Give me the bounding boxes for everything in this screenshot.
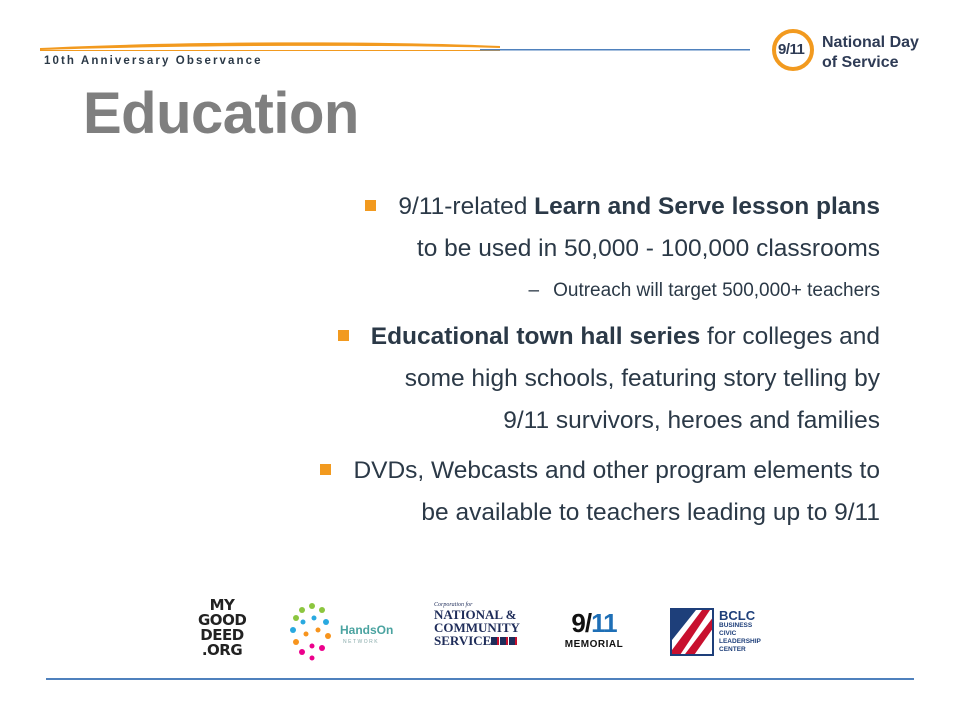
- cncs-text: NATIONAL &: [434, 607, 517, 622]
- cncs-top-text: Corporation for: [434, 602, 473, 608]
- bullet-list: [160, 186, 880, 534]
- bclc-flag-icon: [670, 608, 714, 656]
- memorial-number-accent: 11: [591, 608, 617, 638]
- logo-text: .ORG: [201, 641, 243, 659]
- anniversary-subtitle: 10th Anniversary Observance: [44, 55, 263, 67]
- logo-text: GOOD: [198, 611, 247, 629]
- bclc-subtitle: [719, 622, 761, 654]
- cncs-logo: [434, 598, 524, 666]
- page-title: Education: [83, 81, 359, 146]
- cncs-text: COMMUNITY: [434, 620, 520, 635]
- bullet-item-town-hall: [160, 316, 880, 442]
- bullet-item-lesson-plans: [160, 186, 880, 270]
- dash-marker: –: [528, 280, 540, 301]
- bclc-sub-line: BUSINESS: [719, 622, 753, 629]
- bullet-item-dvds: [160, 450, 880, 534]
- logo-text-line2: of Service: [822, 54, 899, 71]
- handson-network-text: NETWORK: [343, 639, 380, 645]
- logo-text: DEED: [200, 626, 244, 644]
- 911-memorial-logo: [554, 598, 634, 666]
- bullet-square-icon: [338, 330, 349, 341]
- mygooddeed-logo: [198, 598, 246, 666]
- bullet-text: to be used in 50,000 - 100,000 classrooms: [416, 235, 880, 262]
- bclc-sub-line: LEADERSHIP: [719, 638, 761, 645]
- memorial-number: 9/: [571, 608, 592, 638]
- bullet-text: DVDs, Webcasts and other program elements to: [353, 457, 880, 484]
- handson-text: HandsOn: [340, 623, 394, 637]
- bclc-title: BCLC: [719, 608, 756, 623]
- footer-rule: [46, 678, 914, 680]
- bullet-text: be available to teachers leading up to 9/11: [421, 499, 880, 526]
- sub-bullet-outreach: [160, 276, 880, 306]
- bclc-logo: [670, 598, 780, 666]
- bclc-sub-line: CENTER: [719, 646, 746, 653]
- bclc-sub-line: CIVIC: [719, 630, 737, 637]
- flag-stripes-icon: [491, 637, 517, 645]
- handson-network-logo: [288, 598, 408, 666]
- bullet-text: 9/11 survivors, heroes and families: [503, 407, 880, 434]
- bullet-text: for colleges and: [700, 323, 880, 350]
- logo-text-line1: National Day: [822, 34, 919, 51]
- partner-logos: [190, 598, 790, 666]
- bullet-square-icon: [320, 464, 331, 475]
- national-day-of-service-logo: [770, 26, 940, 76]
- memorial-word: MEMORIAL: [564, 639, 624, 650]
- bullet-bold-text: Educational town hall series: [370, 323, 701, 350]
- header-swoosh-line: [40, 38, 750, 54]
- handson-dots-icon: [288, 598, 338, 662]
- bullet-text: some high schools, featuring story telling by: [404, 365, 880, 392]
- sub-bullet-text: Outreach will target 500,000+ teachers: [553, 280, 880, 301]
- bullet-text: 9/11-related: [398, 193, 535, 220]
- cncs-text: SERVICE: [434, 633, 492, 648]
- logo-text: MY: [209, 596, 235, 614]
- bullet-square-icon: [365, 200, 376, 211]
- bullet-bold-text: Learn and Serve lesson plans: [534, 193, 880, 220]
- logo-number: 9/11: [778, 41, 805, 58]
